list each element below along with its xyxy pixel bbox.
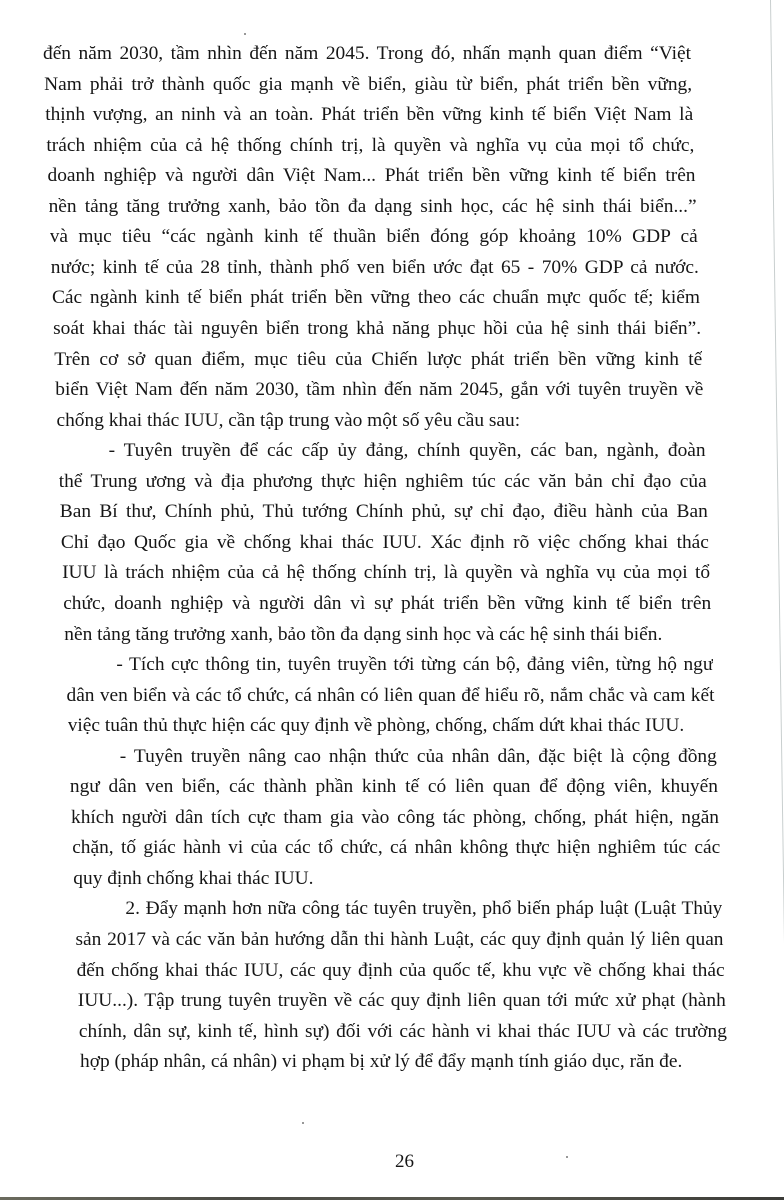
text-line: đến chống khai thác IUU, các quy định của quốc tế, khu vực về chống khai thác <box>76 959 725 981</box>
text-line: chức, doanh nghiệp và người dân vì sự phát triển bền vững kinh tế biển trên <box>63 592 712 614</box>
text-line: IUU...). Tập trung tuyên truyền về các quy định liên quan tới mức xử phạt (hành <box>77 990 726 1012</box>
text-line: 2. Đẩy mạnh hơn nữa công tác tuyên truyền, phổ biến pháp luật (Luật Thủy <box>125 898 723 920</box>
text-line: - Tuyên truyền nâng cao nhận thức của nhân dân, đặc biệt là cộng đồng <box>119 745 717 767</box>
text-line: trách nhiệm của cả hệ thống chính trị, là quyền và nghĩa vụ của mọi tổ chức, <box>46 134 695 156</box>
text-line: nền tảng tăng trưởng xanh, bảo tồn đa dạng sinh học, các hệ sinh thái biển...” <box>48 195 697 217</box>
text-line: soát khai thác tài nguyên biển trong khả năng phục hồi của hệ sinh thái biển”. <box>53 317 702 339</box>
text-line: - Tích cực thông tin, tuyên truyền tới từng cán bộ, đảng viên, từng hộ ngư <box>116 654 714 675</box>
text-line: Chỉ đạo Quốc gia về chống khai thác IUU. Xác định rõ việc chống khai thác <box>60 531 709 553</box>
text-line: chính, dân sự, kinh tế, hình sự) đối với các hành vi khai thác IUU và các trường <box>78 1020 727 1042</box>
text-line: nền tảng tăng trưởng xanh, bảo tồn đa dạng sinh học và các hệ sinh thái biển. <box>64 623 663 645</box>
text-line: biển Việt Nam đến năm 2030, tầm nhìn đến năm 2045, gắn với tuyên truyền về <box>55 379 704 401</box>
scan-speck <box>244 33 246 35</box>
scan-speck <box>566 1156 568 1158</box>
text-line: chặn, tố giác hành vi của các tổ chức, cá nhân không thực hiện nghiêm túc các <box>72 837 721 859</box>
text-line: quy định chống khai thác IUU. <box>73 867 314 889</box>
text-line: dân ven biển và các tổ chức, cá nhân có liên quan để hiểu rõ, nắm chắc và cam kết <box>66 684 715 706</box>
text-line: - Tuyên truyền để các cấp ủy đảng, chính quyền, các ban, ngành, đoàn <box>108 440 706 462</box>
text-line: việc tuân thủ thực hiện các quy định về phòng, chống, chấm dứt khai thác IUU. <box>67 715 685 737</box>
text-line: Ban Bí thư, Chính phủ, Thủ tướng Chính phủ, sự chỉ đạo, điều hành của Ban <box>59 501 708 523</box>
page-edge-line <box>770 0 784 1196</box>
text-line: và mục tiêu “các ngành kinh tế thuần biển đóng góp khoảng 10% GDP cả <box>49 226 698 248</box>
text-line: chống khai thác IUU, cần tập trung vào một số yêu cầu sau: <box>56 409 521 431</box>
text-line: khích người dân tích cực tham gia vào công tác phòng, chống, phát hiện, ngăn <box>71 806 719 828</box>
text-line: doanh nghiệp và người dân Việt Nam... Phát triển bền vững kinh tế biển trên <box>47 165 696 187</box>
text-line: IUU là trách nhiệm của cả hệ thống chính trị, là quyền và nghĩa vụ của mọi tổ <box>62 562 711 584</box>
text-line: thể Trung ương và địa phương thực hiện nghiêm túc các văn bản chỉ đạo của <box>58 470 707 492</box>
text-line: đến năm 2030, tầm nhìn đến năm 2045. Trong đó, nhấn mạnh quan điểm “Việt <box>43 43 691 64</box>
scan-speck <box>302 1122 304 1124</box>
text-line: nước; kinh tế của 28 tỉnh, thành phố ven biển ước đạt 65 - 70% GDP cả nước. <box>50 256 699 278</box>
text-line: Các ngành kinh tế biển phát triển bền vững theo các chuẩn mực quốc tế; kiểm <box>52 287 700 309</box>
text-line: hợp (pháp nhân, cá nhân) vi phạm bị xử lý để đẩy mạnh tính giáo dục, răn đe. <box>80 1051 683 1073</box>
text-line: thịnh vượng, an ninh và an toàn. Phát triển bền vững kinh tế biển Việt Nam là <box>45 104 694 126</box>
text-line: Nam phải trở thành quốc gia mạnh về biển, giàu từ biển, phát triển bền vững, <box>44 73 693 95</box>
page-number: 26 <box>395 1151 414 1172</box>
text-line: Trên cơ sở quan điểm, mục tiêu của Chiến lược phát triển bền vững kinh tế <box>54 348 703 370</box>
text-line: sản 2017 và các văn bản hướng dẫn thi hành Luật, các quy định quản lý liên quan <box>75 929 724 950</box>
text-line: ngư dân ven biển, các thành phần kinh tế có liên quan để động viên, khuyến <box>69 776 718 798</box>
